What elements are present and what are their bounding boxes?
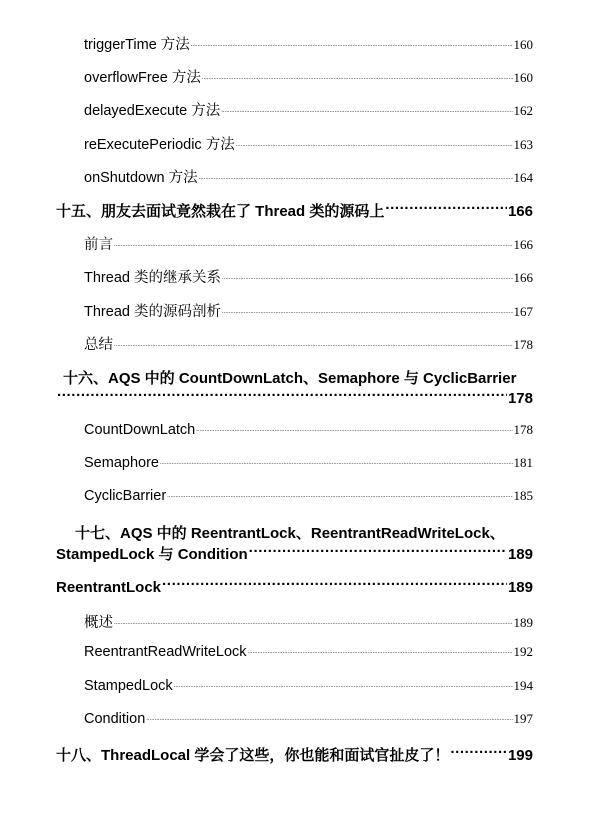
- toc-entry-semaphore[interactable]: [84, 455, 533, 471]
- toc-entry-trigger-time[interactable]: [84, 33, 533, 54]
- toc-entry-label: CountDownLatch: [84, 422, 196, 438]
- dot-leader: [166, 494, 512, 500]
- toc-chapter-16[interactable]: [56, 388, 533, 407]
- toc-entry-cyclic-barrier[interactable]: [84, 488, 533, 504]
- toc-entry-label: Condition: [84, 711, 146, 727]
- toc-chapter-15[interactable]: [56, 200, 533, 221]
- toc-page-number: 166: [513, 270, 533, 285]
- dot-leader: [159, 461, 513, 467]
- toc-entry-label: delayedExecute 方法: [84, 103, 221, 119]
- toc-entry-summary[interactable]: [84, 333, 533, 354]
- toc-page-number: 194: [513, 678, 533, 693]
- toc-entry-count-down-latch[interactable]: [84, 422, 533, 438]
- toc-page-number: 189: [507, 546, 533, 563]
- dot-leader: [190, 43, 513, 49]
- toc-entry-label: 概述: [84, 615, 113, 631]
- toc-page-number: 162: [513, 103, 533, 118]
- toc-entry-overflow-free[interactable]: [84, 66, 533, 87]
- toc-entry-condition[interactable]: [84, 711, 533, 727]
- toc-page-number: 189: [507, 579, 533, 596]
- toc-entry-thread-source[interactable]: [84, 300, 533, 321]
- toc-entry-overview[interactable]: [84, 611, 533, 632]
- toc-entry-thread-inheritance[interactable]: [84, 266, 533, 287]
- toc-entry-delayed-execute[interactable]: [84, 99, 533, 120]
- toc-entry-label: Thread 类的继承关系: [84, 270, 221, 286]
- dot-leader: [173, 684, 513, 690]
- toc-page-number: 160: [513, 37, 533, 52]
- toc-chapter-16-title[interactable]: 十六、AQS 中的 CountDownLatch、Semaphore 与 CyclicBarrier: [63, 370, 517, 387]
- dot-leader: [235, 143, 513, 149]
- toc-chapter-reentrant-lock[interactable]: [56, 577, 533, 596]
- toc-chapter-18[interactable]: [56, 744, 533, 765]
- toc-page-number: 167: [513, 304, 533, 319]
- toc-page-number: 166: [507, 203, 533, 220]
- dot-leader: [113, 343, 513, 349]
- toc-chapter-17[interactable]: [56, 543, 533, 564]
- toc-entry-label: reExecutePeriodic 方法: [84, 137, 235, 153]
- dot-leader: [198, 176, 513, 182]
- toc-page-number: 166: [513, 237, 533, 252]
- dot-leader: [113, 243, 513, 249]
- dot-leader: [201, 76, 513, 82]
- toc-page-number: 160: [513, 70, 533, 85]
- toc-page-number: 192: [513, 644, 533, 659]
- toc-page-number: 189: [513, 615, 533, 630]
- toc-entry-preface[interactable]: [84, 233, 533, 254]
- toc-page-number: 199: [507, 747, 533, 764]
- dot-leader: [113, 621, 513, 627]
- toc-entry-label: ReentrantReadWriteLock: [84, 644, 247, 660]
- dot-leader: [449, 745, 507, 760]
- toc-page-number: 163: [513, 137, 533, 152]
- toc-entry-label: onShutdown 方法: [84, 170, 198, 186]
- toc-chapter-label: 十五、朋友去面试竟然栽在了 Thread 类的源码上: [56, 203, 385, 220]
- toc-entry-on-shutdown[interactable]: [84, 166, 533, 187]
- toc-entry-label: CyclicBarrier: [84, 488, 167, 504]
- toc-chapter-label: StampedLock 与 Condition: [56, 546, 248, 563]
- dot-leader: [161, 577, 507, 592]
- toc-entry-label: StampedLock: [84, 678, 173, 694]
- toc-entry-label: triggerTime 方法: [84, 37, 190, 53]
- toc-page-number: 178: [507, 390, 533, 407]
- toc-entry-re-execute-periodic[interactable]: [84, 133, 533, 154]
- toc-chapter-label: 十八、ThreadLocal 学会了这些，你也能和面试官扯皮了！: [56, 747, 450, 764]
- dot-leader: [145, 717, 512, 723]
- toc-entry-label: Thread 类的源码剖析: [84, 304, 221, 320]
- toc-page-number: 197: [513, 711, 533, 726]
- toc-page-number: 164: [513, 170, 533, 185]
- dot-leader: [221, 276, 513, 282]
- dot-leader: [220, 109, 512, 115]
- dot-leader: [384, 201, 507, 216]
- toc-entry-stamped-lock[interactable]: [84, 678, 533, 694]
- dot-leader: [247, 650, 513, 656]
- dot-leader: [195, 428, 512, 434]
- toc-page-number: 178: [513, 337, 533, 352]
- toc-page-number: 178: [513, 422, 533, 437]
- toc-chapter-17-title[interactable]: 十七、AQS 中的 ReentrantLock、ReentrantReadWriteLock、: [75, 525, 505, 542]
- toc-entry-reentrant-read-write-lock[interactable]: [84, 644, 533, 660]
- toc-entry-label: 总结: [84, 337, 113, 353]
- toc-entry-label: overflowFree 方法: [84, 70, 201, 86]
- toc-chapter-label: ReentrantLock: [56, 579, 162, 596]
- toc-entry-label: Semaphore: [84, 455, 159, 471]
- dot-leader: [56, 388, 507, 403]
- toc-page-number: 181: [513, 455, 533, 470]
- toc-entry-label: 前言: [84, 237, 113, 253]
- dot-leader: [221, 310, 513, 316]
- dot-leader: [248, 544, 507, 559]
- toc-page-number: 185: [513, 488, 533, 503]
